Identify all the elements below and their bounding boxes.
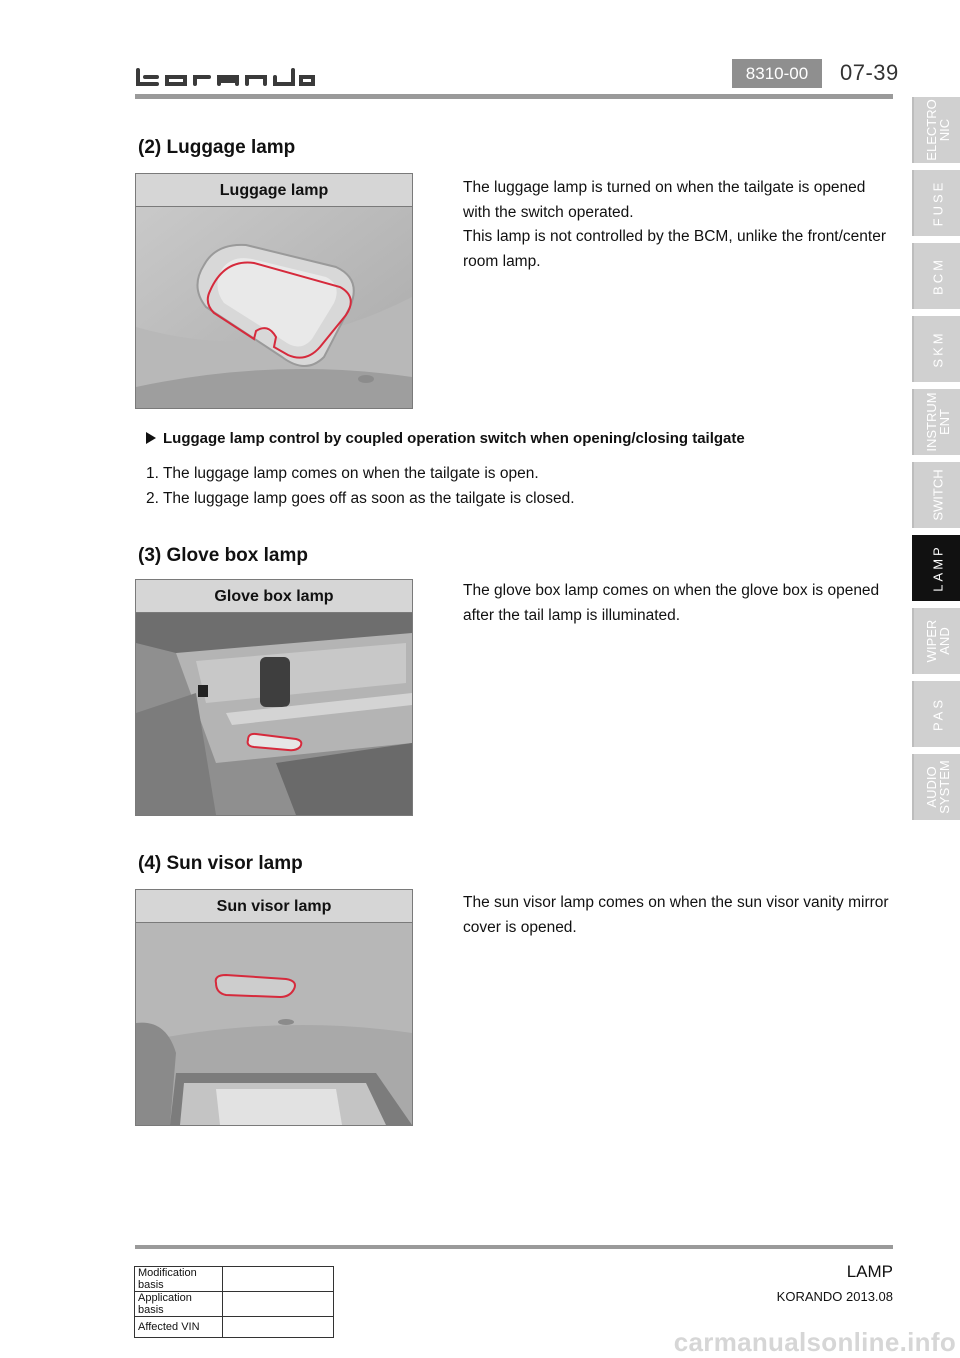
- list-item: 2. The luggage lamp goes off as soon as the tailgate is closed.: [146, 490, 575, 507]
- luggage-lamp-title: (2) Luggage lamp: [138, 137, 296, 158]
- table-cell-value: [223, 1267, 334, 1292]
- tab-fuse[interactable]: [912, 170, 960, 236]
- footer-model-edition: KORANDO 2013.08: [776, 1289, 893, 1304]
- table-cell-label: Application basis: [135, 1292, 223, 1317]
- table-row: [135, 1267, 334, 1292]
- table-row: [135, 1292, 334, 1317]
- watermark: carmanualsonline.info: [673, 1327, 956, 1357]
- luggage-lamp-photo: [136, 207, 412, 408]
- tab-label: FUSE: [930, 179, 946, 227]
- modification-table: [134, 1266, 334, 1338]
- table-cell-value: [223, 1292, 334, 1317]
- sun-visor-lamp-figure: [135, 889, 413, 1126]
- tab-label: SWITCH: [930, 469, 946, 521]
- tab-instrument[interactable]: [912, 389, 960, 455]
- tab-label: INSTRUM ENT: [924, 392, 952, 452]
- sun-visor-lamp-description: [463, 891, 893, 940]
- glove-box-photo: [136, 613, 412, 815]
- tab-bcm[interactable]: [912, 243, 960, 309]
- paragraph: The sun visor lamp comes on when the sun visor vanity mirror cover is opened.: [463, 894, 889, 936]
- list-item: 1. The luggage lamp comes on when the tailgate is open.: [146, 465, 539, 482]
- tab-label: LAMP: [930, 544, 946, 592]
- paragraph: This lamp is not controlled by the BCM, unlike the front/center room lamp.: [463, 228, 887, 270]
- triangle-bullet-icon: [146, 432, 156, 444]
- table-cell-label: Affected VIN: [135, 1317, 223, 1338]
- control-heading-text: Luggage lamp control by coupled operation switch when opening/closing tailgate: [163, 430, 745, 447]
- korando-logo: [135, 66, 315, 88]
- tab-label: PAS: [930, 696, 946, 732]
- tab-label: SKM: [930, 330, 946, 368]
- table-cell-value: [223, 1317, 334, 1338]
- glove-box-lamp-title: (3) Glove box lamp: [138, 545, 308, 566]
- tab-wiper[interactable]: [912, 608, 960, 674]
- sun-visor-lamp-title: (4) Sun visor lamp: [138, 853, 303, 874]
- glove-box-lamp-figure: [135, 579, 413, 816]
- tab-label: WIPER AND: [924, 619, 952, 663]
- tab-switch[interactable]: [912, 462, 960, 528]
- page-number: 07-39: [840, 60, 899, 85]
- section-code-badge: 8310-00: [732, 59, 822, 88]
- control-steps: [146, 461, 575, 511]
- control-heading: [146, 430, 745, 447]
- luggage-lamp-description: [463, 176, 893, 274]
- figure-caption: Sun visor lamp: [136, 890, 412, 923]
- tab-label: ELECTRO NIC: [924, 99, 952, 161]
- tab-skm[interactable]: [912, 316, 960, 382]
- footer-divider: [135, 1245, 893, 1249]
- tab-audio-system[interactable]: [912, 754, 960, 820]
- tab-electronic[interactable]: [912, 97, 960, 163]
- figure-caption: Luggage lamp: [136, 174, 412, 207]
- header-divider: [135, 94, 893, 99]
- sun-visor-photo: [136, 923, 412, 1125]
- paragraph: The luggage lamp is turned on when the tailgate is opened with the switch operated.: [463, 179, 866, 221]
- tab-label: AUDIO SYSTEM: [924, 760, 952, 814]
- figure-caption: Glove box lamp: [136, 580, 412, 613]
- table-row: [135, 1317, 334, 1338]
- footer-section-name: LAMP: [846, 1262, 893, 1281]
- luggage-lamp-figure: [135, 173, 413, 409]
- tab-label: BCM: [930, 257, 946, 295]
- table-cell-label: Modification basis: [135, 1267, 223, 1292]
- paragraph: The glove box lamp comes on when the glove box is opened after the tail lamp is illuminated.: [463, 582, 880, 624]
- tab-pas[interactable]: [912, 681, 960, 747]
- glove-box-lamp-description: [463, 579, 893, 628]
- tab-lamp[interactable]: [912, 535, 960, 601]
